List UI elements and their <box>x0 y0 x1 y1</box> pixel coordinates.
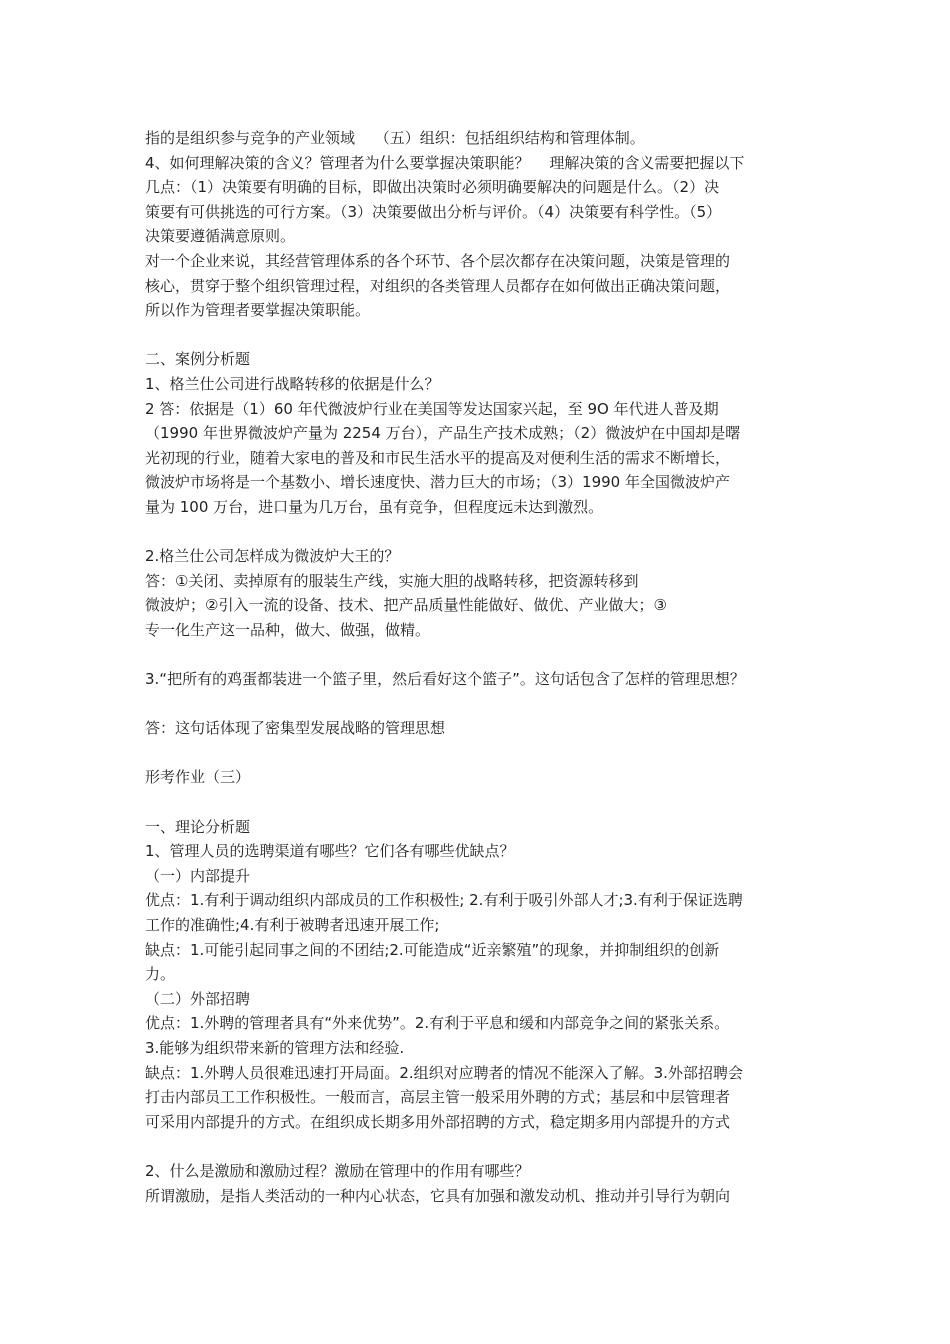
text-line: 微波炉市场将是一个基数小、增长速度快、潜力巨大的市场；（3）1990 年全国微波炉产 <box>145 473 730 492</box>
text-line: 所谓激励，是指人类活动的一种内心状态，它具有加强和激发动机、推动并引导行为朝向 <box>145 1186 731 1205</box>
blank-line <box>145 1134 825 1159</box>
text-line: 答：①关闭、卖掉原有的服装生产线，实施大胆的战略转移，把资源转移到 <box>145 571 639 590</box>
text-line: 1、管理人员的选聘渠道有哪些？它们各有哪些优缺点？ <box>145 842 515 861</box>
text-line: 量为 100 万台，进口量为几万台，虽有竞争，但程度远未达到激烈。 <box>145 497 604 516</box>
text-line: 专一化生产这一品种，做大、做强，做精。 <box>145 620 431 639</box>
text-line: 4、如何理解决策的含义？管理者为什么要掌握决策职能？ 理解决策的含义需要把握以下 <box>145 153 745 172</box>
text-line: 2.格兰仕公司怎样成为微波炉大王的？ <box>145 547 400 566</box>
blank-line <box>145 642 825 667</box>
text-line: 所以作为管理者要掌握决策职能。 <box>145 301 371 320</box>
text-line: 2、什么是激励和激励过程？激励在管理中的作用有哪些？ <box>145 1161 530 1180</box>
text-line: 优点：1.外聘的管理者具有“外来优势”。2.有利于平息和缓和内部竞争之间的紧张关系。 <box>145 1014 730 1033</box>
blank-line <box>145 323 825 348</box>
text-line: 指的是组织参与竞争的产业领域 （五）组织：包括组织结构和管理体制。 <box>145 129 645 147</box>
text-line: 打击内部员工工作积极性。一般而言，高层主管一般采用外聘的方式；基层和中层管理者 <box>145 1088 731 1107</box>
text-line: 核心，贯穿于整个组织管理过程，对组织的各类管理人员都存在如何做出正确决策问题， <box>145 276 731 295</box>
text-line: 2 答：依据是（1）60 年代微波炉行业在美国等发达国家兴起，至 9O 年代进人普及期 <box>145 399 719 418</box>
text-line: （二）外部招聘 <box>145 989 251 1008</box>
text-line: 工作的准确性;4.有利于被聘者迅速开展工作; <box>145 916 440 934</box>
text-line: 1、格兰仕公司进行战略转移的依据是什么？ <box>145 374 440 393</box>
text-line: （一）内部提升 <box>145 866 251 885</box>
text-line: 形考作业（三） <box>145 768 251 787</box>
text-line: 几点：（1）决策要有明确的目标，即做出决策时必须明确要解决的问题是什么。（2）决 <box>145 178 720 197</box>
text-line: 3.“把所有的鸡蛋都装进一个篮子里，然后看好这个篮子”。这句话包含了怎样的管理思想？ <box>145 670 745 689</box>
blank-line <box>145 790 825 815</box>
text-line: 答：这句话体现了密集型发展战略的管理思想 <box>145 719 446 738</box>
text-line: 微波炉；②引入一流的设备、技术、把产品质量性能做好、做优、产业做大；③ <box>145 596 667 615</box>
text-line: 光初现的行业，随着大家电的普及和市民生活水平的提高及对便利生活的需求不断增长， <box>145 448 731 467</box>
text-line: 二、案例分析题 <box>145 350 251 369</box>
text-line: 策要有可供挑选的可行方案。（3）决策要做出分析与评价。（4）决策要有科学性。（5） <box>145 202 722 221</box>
text-line: 可采用内部提升的方式。在组织成长期多用外部招聘的方式，稳定期多用内部提升的方式 <box>145 1112 731 1131</box>
blank-line <box>145 692 825 717</box>
blank-line <box>145 520 825 545</box>
blank-line <box>145 741 825 766</box>
text-line: 一、理论分析题 <box>145 817 251 836</box>
document-body <box>145 126 825 1208</box>
text-line: 3.能够为组织带来新的管理方法和经验. <box>145 1038 405 1057</box>
text-line: 决策要遵循满意原则。 <box>145 227 296 246</box>
text-line: 缺点：1.外聘人员很难迅速打开局面。2.组织对应聘者的情况不能深入了解。3.外部招聘会 <box>145 1063 743 1082</box>
text-line: 力。 <box>145 965 176 984</box>
text-line: 缺点：1.可能引起同事之间的不团结;2.可能造成“近亲繁殖”的现象，并抑制组织的创新 <box>145 940 720 959</box>
text-line: （1990 年世界微波炉产量为 2254 万台），产品生产技术成熟；（2）微波炉在中国却是曙 <box>145 424 741 443</box>
text-line: 对一个企业来说，其经营管理体系的各个环节、各个层次都存在决策问题，决策是管理的 <box>145 251 731 270</box>
text-line: 优点：1.有利于调动组织内部成员的工作积极性; 2.有利于吸引外部人才;3.有利于保证选聘 <box>145 891 743 910</box>
